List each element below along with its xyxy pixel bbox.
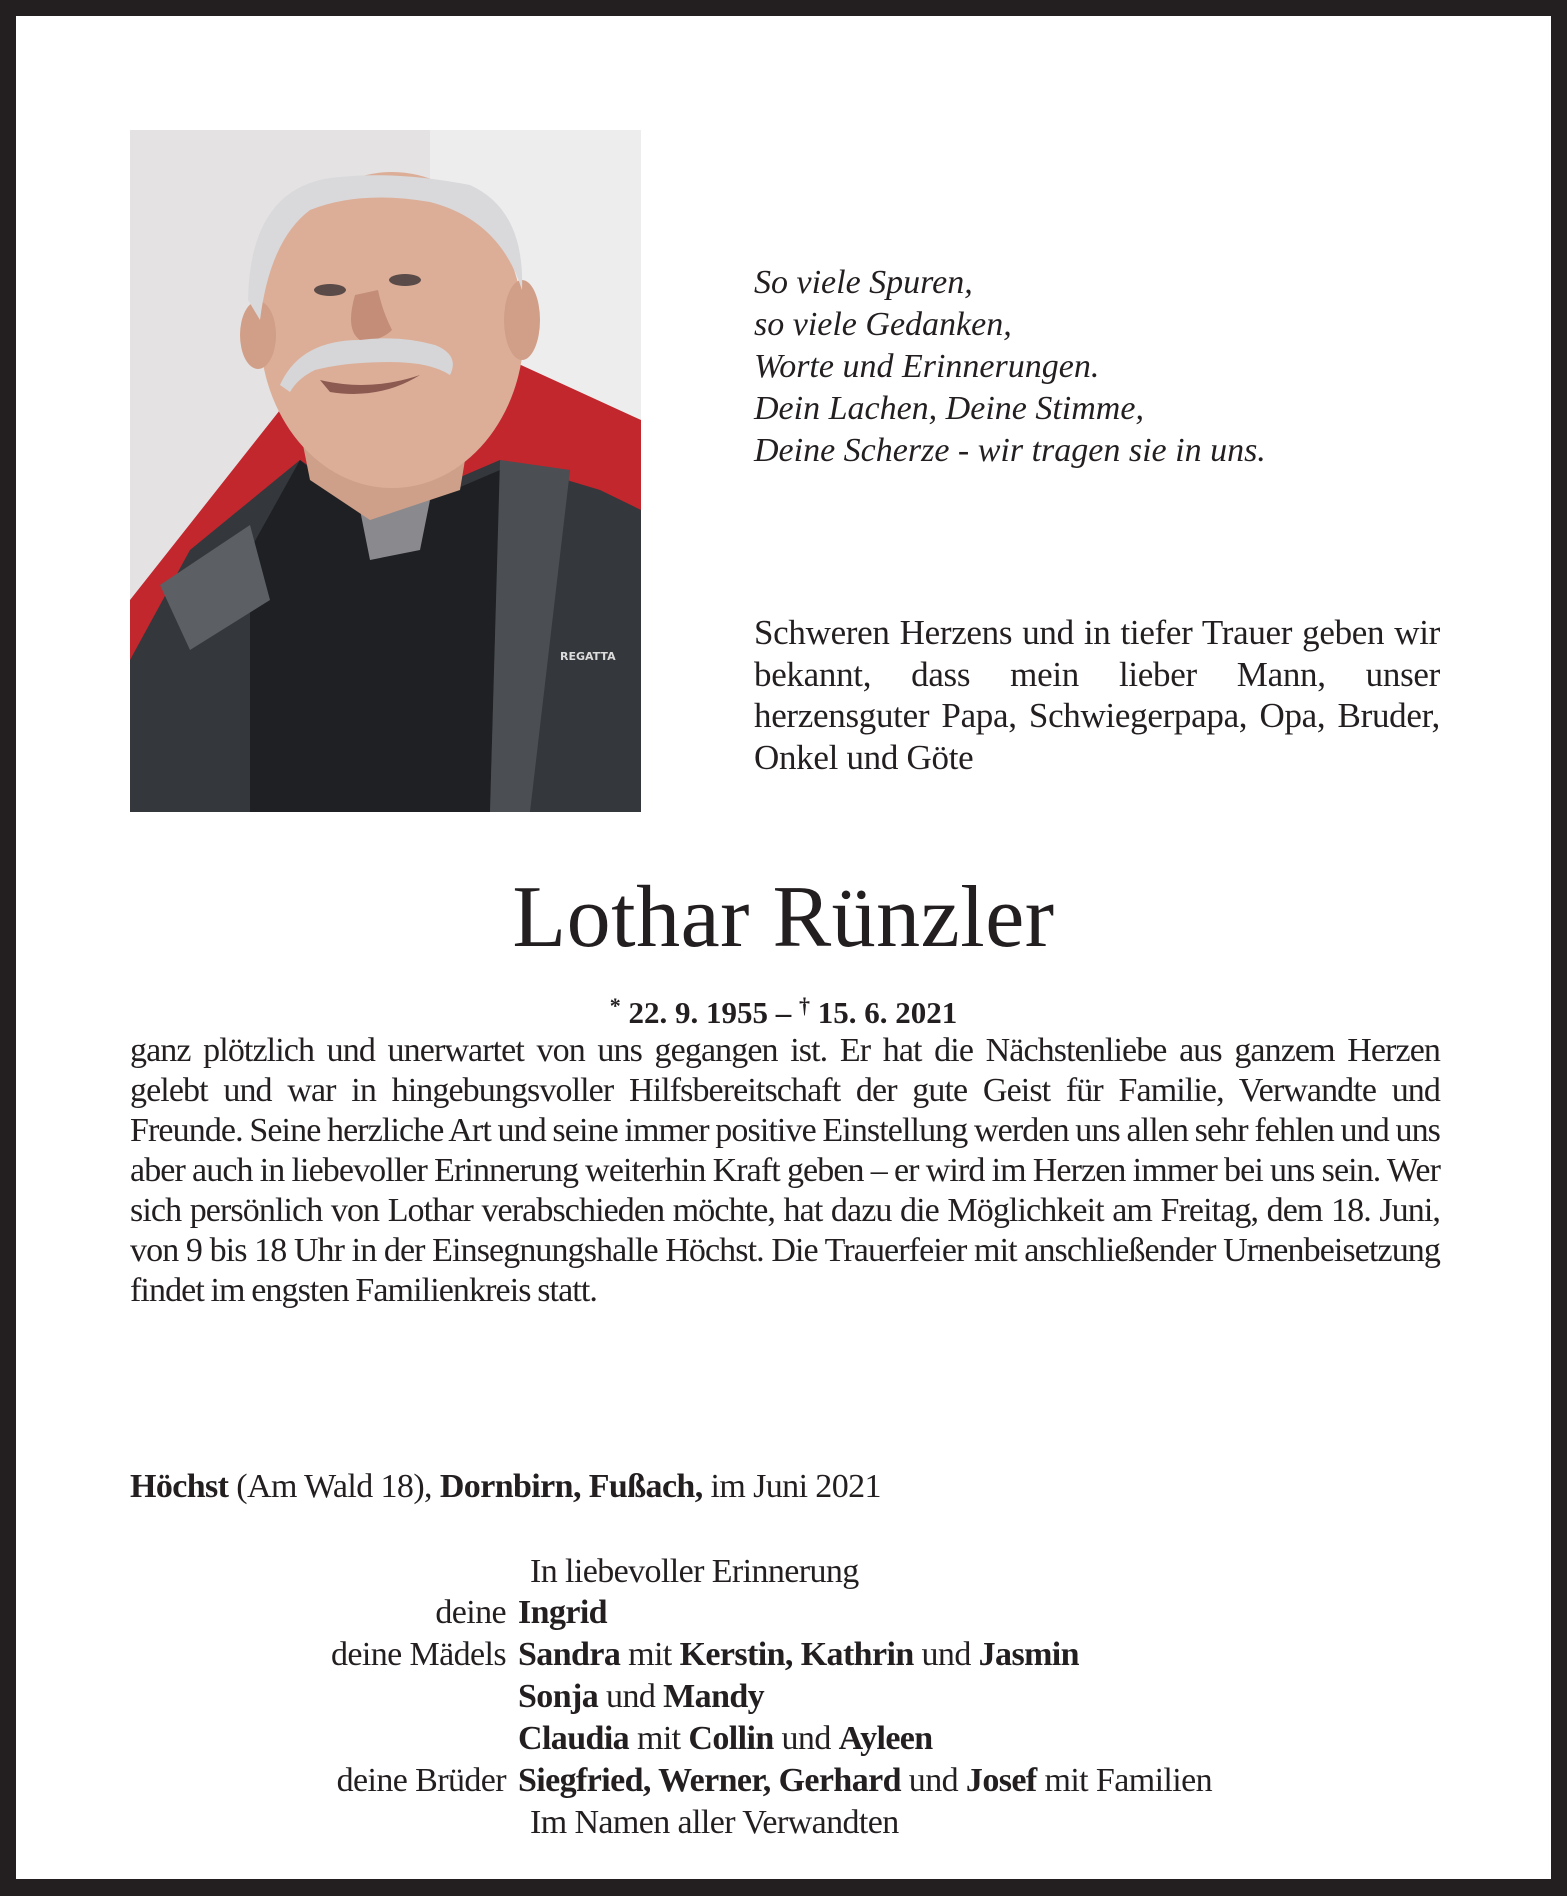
mourner-name: Sonja bbox=[518, 1678, 599, 1715]
deceased-name: Lothar Rünzler bbox=[512, 869, 1055, 966]
connector-text: mit bbox=[629, 1720, 689, 1757]
signature-heading: In liebevoller Erinnerung bbox=[530, 1553, 859, 1590]
mourner-names bbox=[518, 1676, 764, 1718]
mourner-relation: deine Brüder bbox=[336, 1762, 506, 1799]
connector-text: und bbox=[913, 1636, 979, 1673]
poem-line: Deine Scherze - wir tragen sie in uns. bbox=[754, 432, 1266, 469]
places-line bbox=[130, 1467, 881, 1507]
mourner-names bbox=[518, 1634, 1079, 1676]
obituary-page bbox=[16, 16, 1551, 1879]
mourner-name: Siegfried, Werner, Gerhard bbox=[518, 1762, 901, 1799]
connector-text: und bbox=[598, 1678, 664, 1715]
life-dates bbox=[16, 986, 1551, 1033]
mourner-name: Jasmin bbox=[978, 1636, 1079, 1673]
mourner-names bbox=[518, 1718, 933, 1760]
mourner-row bbox=[130, 1634, 1440, 1676]
connector-text: und bbox=[773, 1720, 839, 1757]
connector-text: mit Familien bbox=[1036, 1762, 1212, 1799]
mourner-name: Sandra bbox=[518, 1636, 621, 1673]
place-others: Dornbirn, Fußach, bbox=[439, 1468, 703, 1505]
date-separator: – bbox=[775, 995, 792, 1030]
signature-footer: Im Namen aller Verwandten bbox=[530, 1804, 899, 1841]
address: (Am Wald 18), bbox=[228, 1468, 440, 1505]
mourner-name: Ingrid bbox=[518, 1594, 607, 1631]
mourner-name: Collin bbox=[688, 1720, 774, 1757]
death-date: 15. 6. 2021 bbox=[817, 995, 958, 1030]
birth-symbol: * bbox=[609, 993, 621, 1018]
mourner-row bbox=[130, 1718, 1440, 1760]
mourner-name: Claudia bbox=[518, 1720, 630, 1757]
connector-text: mit bbox=[620, 1636, 680, 1673]
mourner-relation: deine Mädels bbox=[330, 1636, 506, 1673]
portrait-photo bbox=[130, 130, 641, 812]
mourner-relation bbox=[130, 1676, 518, 1718]
mourner-row bbox=[130, 1592, 1440, 1634]
mourner-relation bbox=[130, 1718, 518, 1760]
birth-date: 22. 9. 1955 bbox=[628, 995, 768, 1030]
mourner-name: Josef bbox=[965, 1762, 1037, 1799]
mourner-name: Kerstin, Kathrin bbox=[679, 1636, 914, 1673]
date-month: im Juni 2021 bbox=[702, 1468, 881, 1505]
poem-line: Dein Lachen, Deine Stimme, bbox=[754, 390, 1144, 427]
poem-line: so viele Gedanken, bbox=[754, 306, 1012, 343]
mourner-row bbox=[130, 1676, 1440, 1718]
mourner-relation: deine bbox=[435, 1594, 506, 1631]
svg-text:REGATTA: REGATTA bbox=[560, 650, 616, 663]
mourner-name: Ayleen bbox=[838, 1720, 933, 1757]
mourner-names bbox=[518, 1592, 607, 1634]
portrait-illustration bbox=[130, 130, 641, 812]
mourners-list bbox=[130, 1592, 1440, 1802]
poem-line: Worte und Erinnerungen. bbox=[754, 348, 1100, 385]
connector-text: und bbox=[900, 1762, 966, 1799]
mourner-row bbox=[130, 1760, 1440, 1802]
poem bbox=[754, 262, 1266, 472]
poem-line: So viele Spuren, bbox=[754, 264, 973, 301]
death-symbol: † bbox=[799, 993, 810, 1018]
place-hoechst: Höchst bbox=[130, 1468, 229, 1505]
intro-paragraph: Schweren Herzens und in tiefer Trauer geben wir bekannt, dass mein lieber Mann, unser herzensguter Papa, Schwiegerpapa, Opa, Bruder, Onkel und Göte bbox=[754, 613, 1440, 777]
mourner-names bbox=[518, 1760, 1212, 1802]
body-paragraph: ganz plötzlich und unerwartet von uns gegangen ist. Er hat die Nächstenliebe aus ganzem Herzen gelebt und war in hingebungsvoller Hilfsbereitschaft der gute Geist für Familie, Verwandte und Freunde. Seine herzliche Art und seine immer positive Einstellung werden uns allen sehr fehlen und uns aber auch in liebevoller Erinnerung weiterhin Kraft geben – er wird im Herzen immer bei uns sein. Wer sich persönlich von Lothar verabschieden möchte, hat dazu die Möglichkeit am Freitag, dem 18. Juni, von 9 bis 18 Uhr in der Einsegnungshalle Höchst. Die Trauerfeier mit anschließender Urnenbeisetzung findet im engsten Familienkreis statt. bbox=[130, 1032, 1440, 1309]
mourner-name: Mandy bbox=[663, 1678, 765, 1715]
